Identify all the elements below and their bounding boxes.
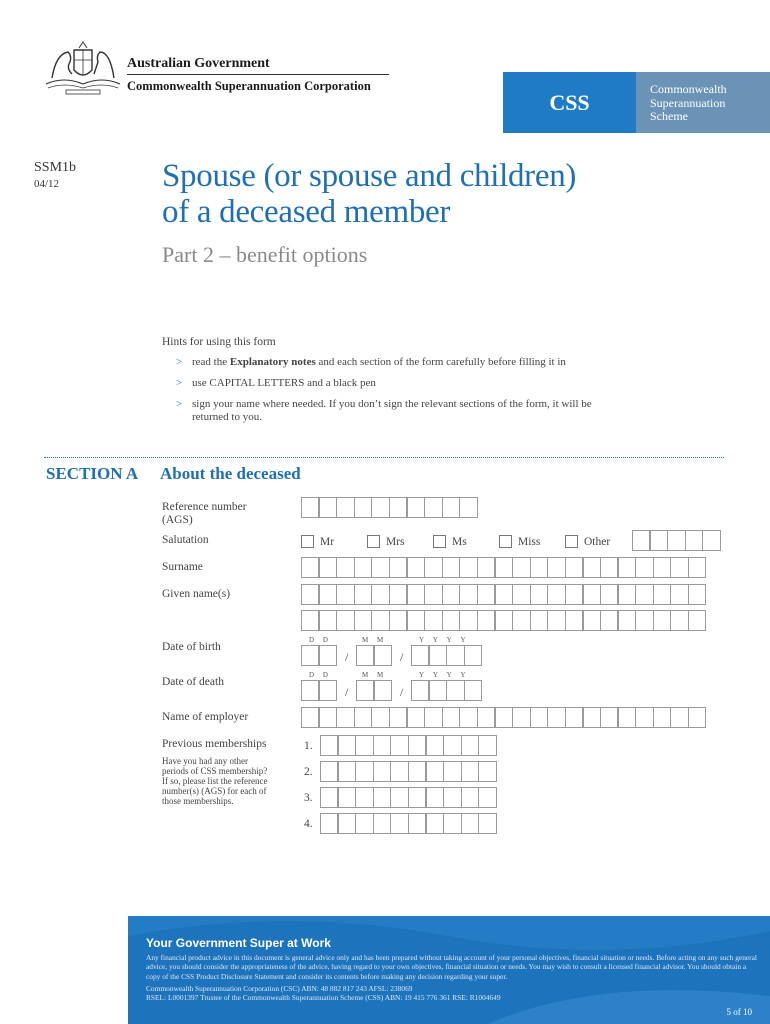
character-box[interactable] <box>354 610 372 631</box>
character-box[interactable] <box>424 584 442 605</box>
date-of-birth-label: Date of birth <box>162 641 221 653</box>
checkbox-ms[interactable] <box>433 535 446 548</box>
character-box[interactable] <box>443 813 461 834</box>
character-box[interactable] <box>354 707 372 728</box>
character-box[interactable] <box>478 813 496 834</box>
company-detail-line: Commonwealth Superannuation Corporation (CSC) ABN: 48 882 817 243 AFSL: 238069 <box>146 984 413 993</box>
character-box[interactable] <box>670 557 688 578</box>
character-box[interactable] <box>320 735 338 756</box>
date-separator: / <box>400 685 404 699</box>
section-divider <box>44 457 724 458</box>
coat-of-arms-icon <box>44 40 122 96</box>
character-box[interactable] <box>408 761 426 782</box>
character-box[interactable] <box>338 787 356 808</box>
dod-year-boxes[interactable] <box>411 680 481 701</box>
character-box[interactable] <box>702 530 720 551</box>
footer-heading: Your Government Super at Work <box>146 936 331 950</box>
character-box[interactable] <box>338 813 356 834</box>
character-box[interactable] <box>426 761 444 782</box>
character-box[interactable] <box>429 680 447 701</box>
character-box[interactable] <box>319 645 337 666</box>
year-letters: Y Y Y Y <box>419 636 466 644</box>
character-box[interactable] <box>424 557 442 578</box>
surname-boxes[interactable] <box>301 557 706 578</box>
given-names-boxes-row-2[interactable] <box>301 610 706 631</box>
character-box[interactable] <box>301 557 319 578</box>
character-box[interactable] <box>547 584 565 605</box>
given-names-boxes-row-1[interactable] <box>301 584 706 605</box>
character-box[interactable] <box>635 584 653 605</box>
character-box[interactable] <box>426 735 444 756</box>
other-salutation-boxes[interactable] <box>632 530 720 551</box>
character-box[interactable] <box>565 584 583 605</box>
label-line: (AGS) <box>162 514 193 526</box>
character-box[interactable] <box>371 610 389 631</box>
character-box[interactable] <box>688 707 706 728</box>
character-box[interactable] <box>389 707 407 728</box>
character-box[interactable] <box>459 610 477 631</box>
character-box[interactable] <box>670 610 688 631</box>
character-box[interactable] <box>653 584 671 605</box>
character-box[interactable] <box>547 610 565 631</box>
character-box[interactable] <box>442 707 460 728</box>
character-box[interactable] <box>355 813 373 834</box>
hint-text: read the <box>192 356 230 368</box>
character-box[interactable] <box>319 610 337 631</box>
character-box[interactable] <box>429 645 447 666</box>
character-box[interactable] <box>411 645 429 666</box>
hint-item <box>176 377 376 390</box>
checkbox-label: Ms <box>452 536 467 548</box>
character-box[interactable] <box>600 584 618 605</box>
note-line: Have you had any other <box>162 756 248 766</box>
reference-number-label <box>162 501 247 527</box>
character-box[interactable] <box>374 680 392 701</box>
character-box[interactable] <box>530 557 548 578</box>
character-box[interactable] <box>583 610 601 631</box>
character-box[interactable] <box>670 707 688 728</box>
previous-memberships-note <box>162 756 292 806</box>
form-date: 04/12 <box>34 178 60 190</box>
previous-memberships-label: Previous memberships <box>162 738 267 750</box>
character-box[interactable] <box>338 761 356 782</box>
character-box[interactable] <box>354 584 372 605</box>
character-box[interactable] <box>424 497 442 518</box>
character-box[interactable] <box>442 557 460 578</box>
character-box[interactable] <box>600 610 618 631</box>
given-names-label: Given name(s) <box>162 588 231 600</box>
character-box[interactable] <box>512 707 530 728</box>
character-box[interactable] <box>371 707 389 728</box>
membership-2-boxes[interactable] <box>320 761 496 782</box>
character-box[interactable] <box>320 761 338 782</box>
character-box[interactable] <box>495 707 513 728</box>
date-of-death-label: Date of death <box>162 676 224 688</box>
character-box[interactable] <box>459 707 477 728</box>
character-box[interactable] <box>408 735 426 756</box>
character-box[interactable] <box>356 645 374 666</box>
character-box[interactable] <box>459 497 477 518</box>
character-box[interactable] <box>478 735 496 756</box>
character-box[interactable] <box>319 497 337 518</box>
character-box[interactable] <box>355 735 373 756</box>
character-box[interactable] <box>443 735 461 756</box>
checkbox-mrs[interactable] <box>367 535 380 548</box>
checkbox-label: Mr <box>320 536 335 548</box>
dob-year-boxes[interactable] <box>411 645 481 666</box>
day-letters: D D <box>309 671 328 679</box>
character-box[interactable] <box>464 680 482 701</box>
section-title: About the deceased <box>160 464 301 483</box>
character-box[interactable] <box>373 787 391 808</box>
character-box[interactable] <box>301 680 319 701</box>
footer-banner <box>128 916 770 1024</box>
character-box[interactable] <box>477 584 495 605</box>
character-box[interactable] <box>670 584 688 605</box>
character-box[interactable] <box>411 680 429 701</box>
dod-month-boxes[interactable] <box>356 680 391 701</box>
character-box[interactable] <box>390 761 408 782</box>
checkbox-label: Miss <box>518 536 541 548</box>
character-box[interactable] <box>319 557 337 578</box>
character-box[interactable] <box>464 645 482 666</box>
employer-boxes[interactable] <box>301 707 706 728</box>
character-box[interactable] <box>547 557 565 578</box>
date-separator: / <box>400 650 404 664</box>
title-line: Spouse (or spouse and children) <box>162 158 577 194</box>
character-box[interactable] <box>336 584 354 605</box>
character-box[interactable] <box>583 584 601 605</box>
character-box[interactable] <box>338 735 356 756</box>
scheme-name-line: Scheme <box>650 109 688 123</box>
character-box[interactable] <box>319 584 337 605</box>
dob-day-boxes[interactable] <box>301 645 336 666</box>
character-box[interactable] <box>301 610 319 631</box>
character-box[interactable] <box>374 645 392 666</box>
character-box[interactable] <box>426 813 444 834</box>
membership-number: 2. <box>304 766 313 778</box>
character-box[interactable] <box>301 497 319 518</box>
character-box[interactable] <box>407 557 425 578</box>
date-separator: / <box>345 650 349 664</box>
hint-text: and each section of the form carefully before filling it in <box>315 356 566 368</box>
bullet-arrow-icon: > <box>176 356 183 368</box>
character-box[interactable] <box>635 707 653 728</box>
character-box[interactable] <box>319 707 337 728</box>
character-box[interactable] <box>565 557 583 578</box>
month-letters: M M <box>362 671 384 679</box>
character-box[interactable] <box>407 707 425 728</box>
character-box[interactable] <box>371 497 389 518</box>
character-box[interactable] <box>495 584 513 605</box>
character-box[interactable] <box>446 680 464 701</box>
character-box[interactable] <box>632 530 650 551</box>
css-badge: CSS <box>503 72 636 133</box>
header-divider <box>127 74 389 75</box>
scheme-name-line: Superannuation <box>650 95 726 110</box>
character-box[interactable] <box>600 557 618 578</box>
character-box[interactable] <box>443 761 461 782</box>
character-box[interactable] <box>336 610 354 631</box>
hint-item <box>176 356 566 369</box>
character-box[interactable] <box>459 557 477 578</box>
character-box[interactable] <box>495 557 513 578</box>
page-number: 5 of 10 <box>726 1007 752 1017</box>
membership-3-boxes[interactable] <box>320 787 496 808</box>
page-subtitle: Part 2 – benefit options <box>162 242 368 267</box>
checkbox-other[interactable] <box>565 535 578 548</box>
character-box[interactable] <box>390 813 408 834</box>
reference-number-boxes[interactable] <box>301 497 477 518</box>
hint-item <box>176 398 592 424</box>
character-box[interactable] <box>424 610 442 631</box>
character-box[interactable] <box>688 557 706 578</box>
character-box[interactable] <box>688 610 706 631</box>
month-letters: M M <box>362 636 384 644</box>
character-box[interactable] <box>495 610 513 631</box>
character-box[interactable] <box>565 610 583 631</box>
character-box[interactable] <box>530 610 548 631</box>
scheme-name-box <box>636 72 770 133</box>
character-box[interactable] <box>618 707 636 728</box>
character-box[interactable] <box>530 584 548 605</box>
membership-number: 1. <box>304 740 313 752</box>
character-box[interactable] <box>688 584 706 605</box>
character-box[interactable] <box>685 530 703 551</box>
character-box[interactable] <box>618 584 636 605</box>
character-box[interactable] <box>443 787 461 808</box>
character-box[interactable] <box>408 813 426 834</box>
note-line: If so, please list the reference <box>162 776 268 786</box>
year-letters: Y Y Y Y <box>419 671 466 679</box>
checkbox-miss[interactable] <box>499 535 512 548</box>
character-box[interactable] <box>389 610 407 631</box>
character-box[interactable] <box>461 761 479 782</box>
character-box[interactable] <box>653 610 671 631</box>
character-box[interactable] <box>336 557 354 578</box>
character-box[interactable] <box>461 813 479 834</box>
checkbox-label: Mrs <box>386 536 405 548</box>
bullet-arrow-icon: > <box>176 398 183 410</box>
character-box[interactable] <box>355 761 373 782</box>
character-box[interactable] <box>461 735 479 756</box>
hint-text: returned to you. <box>192 411 262 423</box>
character-box[interactable] <box>426 787 444 808</box>
hint-text: use CAPITAL LETTERS and a black pen <box>192 377 376 389</box>
character-box[interactable] <box>477 707 495 728</box>
day-letters: D D <box>309 636 328 644</box>
character-box[interactable] <box>653 557 671 578</box>
government-name: Australian Government <box>127 56 270 71</box>
bullet-arrow-icon: > <box>176 377 183 389</box>
footer-disclaimer: Any financial product advice in this document is general advice only and has been prepared without taking account of your personal objectives, financial situation or needs. Before acting on any such general advice, you should consider the appropriateness of the advice, having regard to your own objectives, financial situation or needs. You may wish to consult a licensed financial advisor. You should obtain a copy of the CSS Product Disclosure Statement and consider its contents before making any decision regarding your super. <box>146 953 757 981</box>
character-box[interactable] <box>478 761 496 782</box>
membership-4-boxes[interactable] <box>320 813 496 834</box>
character-box[interactable] <box>600 707 618 728</box>
footer-company-details <box>146 984 758 1003</box>
note-line: those memberships. <box>162 796 234 806</box>
character-box[interactable] <box>442 584 460 605</box>
character-box[interactable] <box>390 787 408 808</box>
character-box[interactable] <box>461 787 479 808</box>
character-box[interactable] <box>618 557 636 578</box>
character-box[interactable] <box>389 497 407 518</box>
form-code: SSM1b <box>34 160 77 175</box>
hint-bold-text: Explanatory notes <box>229 356 316 368</box>
checkbox-mr[interactable] <box>301 535 314 548</box>
date-separator: / <box>345 685 349 699</box>
character-box[interactable] <box>618 610 636 631</box>
character-box[interactable] <box>355 787 373 808</box>
character-box[interactable] <box>512 610 530 631</box>
character-box[interactable] <box>407 610 425 631</box>
title-line: of a deceased member <box>162 194 451 230</box>
character-box[interactable] <box>583 707 601 728</box>
character-box[interactable] <box>373 761 391 782</box>
character-box[interactable] <box>635 557 653 578</box>
note-line: number(s) (AGS) for each of <box>162 786 267 796</box>
character-box[interactable] <box>477 610 495 631</box>
character-box[interactable] <box>512 584 530 605</box>
character-box[interactable] <box>407 584 425 605</box>
character-box[interactable] <box>371 584 389 605</box>
character-box[interactable] <box>478 787 496 808</box>
character-box[interactable] <box>653 707 671 728</box>
character-box[interactable] <box>371 557 389 578</box>
character-box[interactable] <box>356 680 374 701</box>
label-line: Reference number <box>162 501 247 513</box>
character-box[interactable] <box>301 707 319 728</box>
character-box[interactable] <box>320 787 338 808</box>
character-box[interactable] <box>390 735 408 756</box>
salutation-label: Salutation <box>162 534 209 546</box>
section-label: SECTION A <box>46 464 139 483</box>
character-box[interactable] <box>530 707 548 728</box>
note-line: periods of CSS membership? <box>162 766 268 776</box>
character-box[interactable] <box>373 735 391 756</box>
dod-day-boxes[interactable] <box>301 680 336 701</box>
character-box[interactable] <box>373 813 391 834</box>
page-title <box>162 158 576 230</box>
character-box[interactable] <box>650 530 668 551</box>
dob-month-boxes[interactable] <box>356 645 391 666</box>
character-box[interactable] <box>389 557 407 578</box>
character-box[interactable] <box>635 610 653 631</box>
character-box[interactable] <box>446 645 464 666</box>
scheme-name-line: Commonwealth <box>650 82 727 96</box>
character-box[interactable] <box>319 680 337 701</box>
character-box[interactable] <box>565 707 583 728</box>
character-box[interactable] <box>424 707 442 728</box>
character-box[interactable] <box>477 557 495 578</box>
character-box[interactable] <box>408 787 426 808</box>
corporation-name: Commonwealth Superannuation Corporation <box>127 79 371 93</box>
character-box[interactable] <box>301 584 319 605</box>
character-box[interactable] <box>512 557 530 578</box>
employer-label: Name of employer <box>162 711 249 723</box>
membership-1-boxes[interactable] <box>320 735 496 756</box>
membership-number: 4. <box>304 818 313 830</box>
character-box[interactable] <box>320 813 338 834</box>
character-box[interactable] <box>667 530 685 551</box>
character-box[interactable] <box>442 497 460 518</box>
character-box[interactable] <box>354 557 372 578</box>
character-box[interactable] <box>336 707 354 728</box>
character-box[interactable] <box>459 584 477 605</box>
membership-number: 3. <box>304 792 313 804</box>
hints-heading: Hints for using this form <box>162 336 276 348</box>
checkbox-label: Other <box>584 536 611 548</box>
character-box[interactable] <box>354 497 372 518</box>
surname-label: Surname <box>162 561 203 573</box>
hint-text: sign your name where needed. If you don’t sign the relevant sections of the form, it will be <box>192 398 592 410</box>
character-box[interactable] <box>336 497 354 518</box>
character-box[interactable] <box>547 707 565 728</box>
character-box[interactable] <box>583 557 601 578</box>
character-box[interactable] <box>389 584 407 605</box>
company-detail-line: RSEL: L0001397 Trustee of the Commonwealth Superannuation Scheme (CSS) ABN: 19 415 776 361 RSE: R1004649 <box>146 993 501 1003</box>
character-box[interactable] <box>442 610 460 631</box>
character-box[interactable] <box>301 645 319 666</box>
character-box[interactable] <box>407 497 425 518</box>
